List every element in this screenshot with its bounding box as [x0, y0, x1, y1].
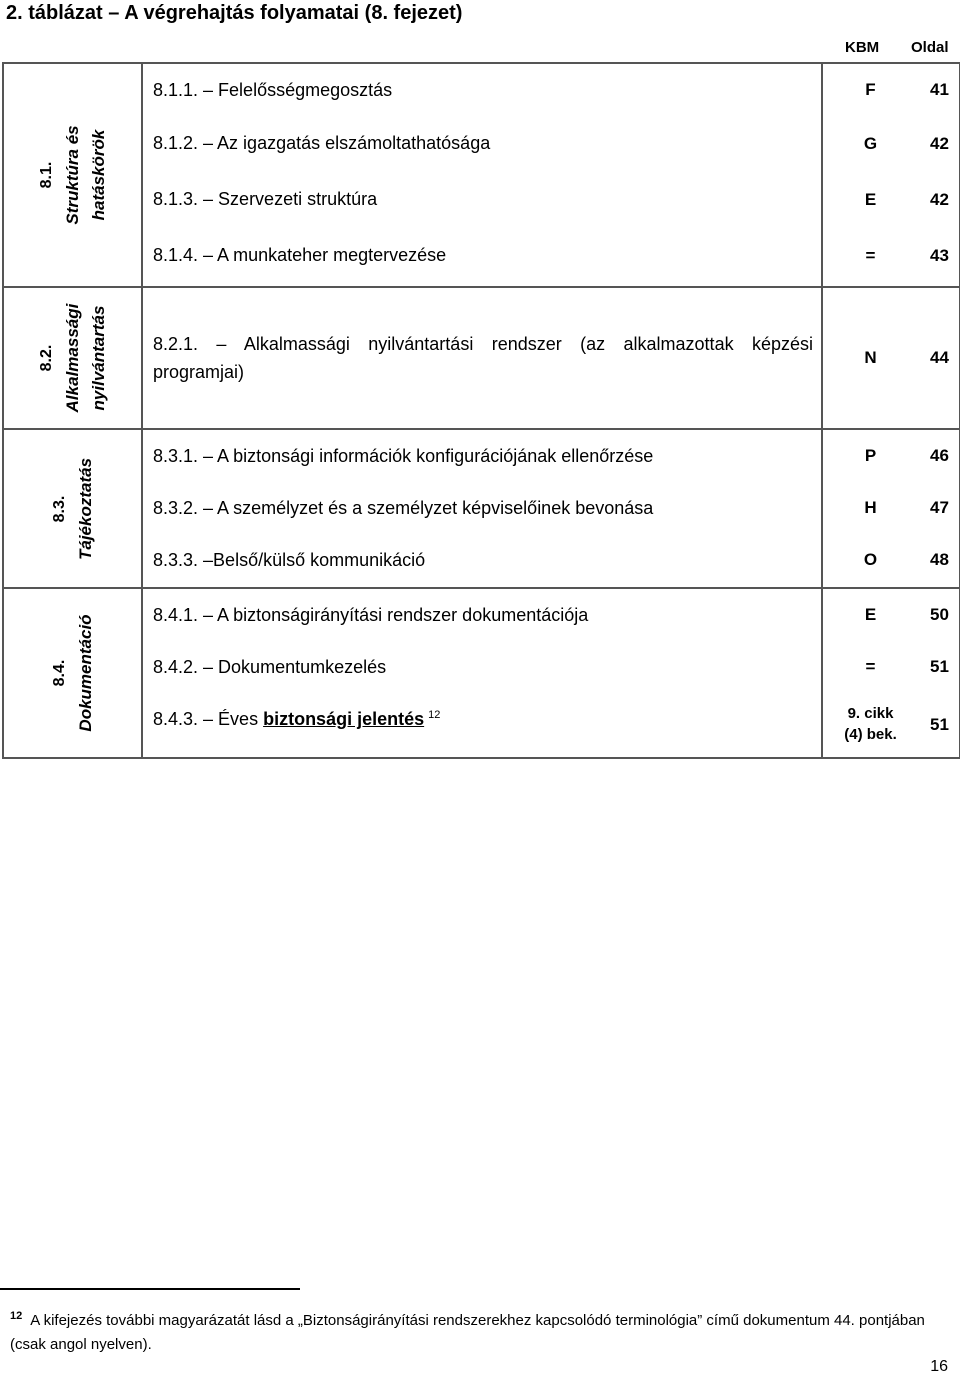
section-label	[34, 304, 112, 413]
items-cell	[142, 588, 822, 758]
item-8-3-1: 8.3.1. – A biztonsági információk konfigurációjának ellenőrzése	[153, 446, 654, 466]
section-8-1	[3, 63, 960, 287]
kbm-code: H	[864, 498, 877, 517]
kbm-code: G	[863, 134, 878, 153]
page-ref: 43	[930, 246, 949, 265]
item-8-4-3: 8.4.3. – Éves biztonsági jelentés $^{12}$	[153, 709, 441, 729]
column-header-oldal: Oldal	[911, 39, 949, 56]
page-ref: 51	[930, 657, 949, 676]
kbm-code: 9. cikk (4) bek.	[844, 705, 897, 743]
section-name: Struktúra és hatáskörök	[62, 125, 108, 225]
page-ref: 50	[930, 605, 949, 624]
item-8-1-3: 8.1.3. – Szervezeti struktúra	[153, 189, 378, 209]
section-label	[47, 457, 99, 559]
codes-cell	[822, 287, 960, 429]
column-header-kbm: KBM	[845, 39, 880, 56]
section-number: 8.1.	[37, 161, 55, 189]
page-ref: 46	[930, 446, 949, 465]
section-label-cell	[3, 429, 142, 588]
section-8-4	[3, 588, 960, 758]
section-8-2	[3, 287, 960, 429]
item-8-4-1: 8.4.1. – A biztonságirányítási rendszer dokumentációja	[153, 605, 589, 625]
kbm-code: N	[864, 348, 877, 367]
kbm-code: =	[865, 657, 876, 676]
codes-cell	[822, 588, 960, 758]
page-number: 16	[930, 1358, 948, 1375]
kbm-code: E	[864, 605, 877, 624]
footnote-text: A kifejezés további magyarázatát lásd a „Biztonságirányítási rendszerekhez kapcsolódó terminológia” című dokumentum 44. pontjában (csak angol nyelven).	[10, 1312, 925, 1353]
page-ref: 42	[930, 190, 949, 209]
section-label	[34, 125, 112, 224]
item-8-1-4: 8.1.4. – A munkateher megtervezése	[153, 245, 447, 265]
item-8-3-2: 8.3.2. – A személyzet és a személyzet képviselőinek bevonása	[153, 498, 654, 518]
kbm-code: O	[863, 550, 878, 569]
item-8-4-2: 8.4.2. – Dokumentumkezelés	[153, 657, 387, 677]
section-number: 8.2.	[37, 344, 55, 372]
footnote-number: 12	[10, 1310, 23, 1322]
page-ref: 51	[930, 715, 949, 734]
codes-cell	[822, 63, 960, 287]
footnote-ref: 12	[428, 709, 441, 721]
item-8-1-2: 8.1.2. – Az igazgatás elszámoltathatósága	[153, 133, 491, 153]
kbm-code: E	[864, 190, 877, 209]
section-label-cell	[3, 287, 142, 429]
section-name: Dokumentáció	[75, 614, 95, 732]
kbm-code: P	[864, 446, 877, 465]
underlined-term: biztonsági jelentés	[263, 709, 425, 729]
page-ref: 42	[930, 134, 949, 153]
section-label-cell	[3, 63, 142, 287]
kbm-code: =	[865, 246, 876, 265]
codes-cell	[822, 429, 960, 588]
page-ref: 41	[930, 80, 949, 99]
section-number: 8.4.	[50, 659, 68, 687]
process-table	[2, 62, 960, 759]
items-cell	[142, 287, 822, 429]
footnote	[10, 1304, 950, 1357]
kbm-code: F	[865, 80, 876, 99]
section-name: Tájékoztatás	[75, 457, 95, 560]
section-label	[47, 614, 99, 731]
item-8-3-3: 8.3.3. –Belső/külső kommunikáció	[153, 550, 426, 570]
items-cell	[142, 63, 822, 287]
page-ref: 44	[930, 348, 949, 367]
footnote-separator	[0, 1288, 300, 1290]
section-number: 8.3.	[50, 495, 68, 522]
item-8-2-1: 8.2.1. – Alkalmassági nyilvántartási rendszer (az alkalmazottak képzési programjai)	[153, 334, 813, 382]
section-name: Alkalmassági nyilvántartás	[62, 303, 108, 413]
section-8-3	[3, 429, 960, 588]
item-8-1-1: 8.1.1. – Felelősségmegosztás	[153, 80, 393, 100]
items-cell	[142, 429, 822, 588]
page-ref: 47	[930, 498, 949, 517]
section-label-cell	[3, 588, 142, 758]
page-ref: 48	[930, 550, 949, 569]
table-title: 2. táblázat – A végrehajtás folyamatai (8. fejezet)	[6, 2, 463, 24]
